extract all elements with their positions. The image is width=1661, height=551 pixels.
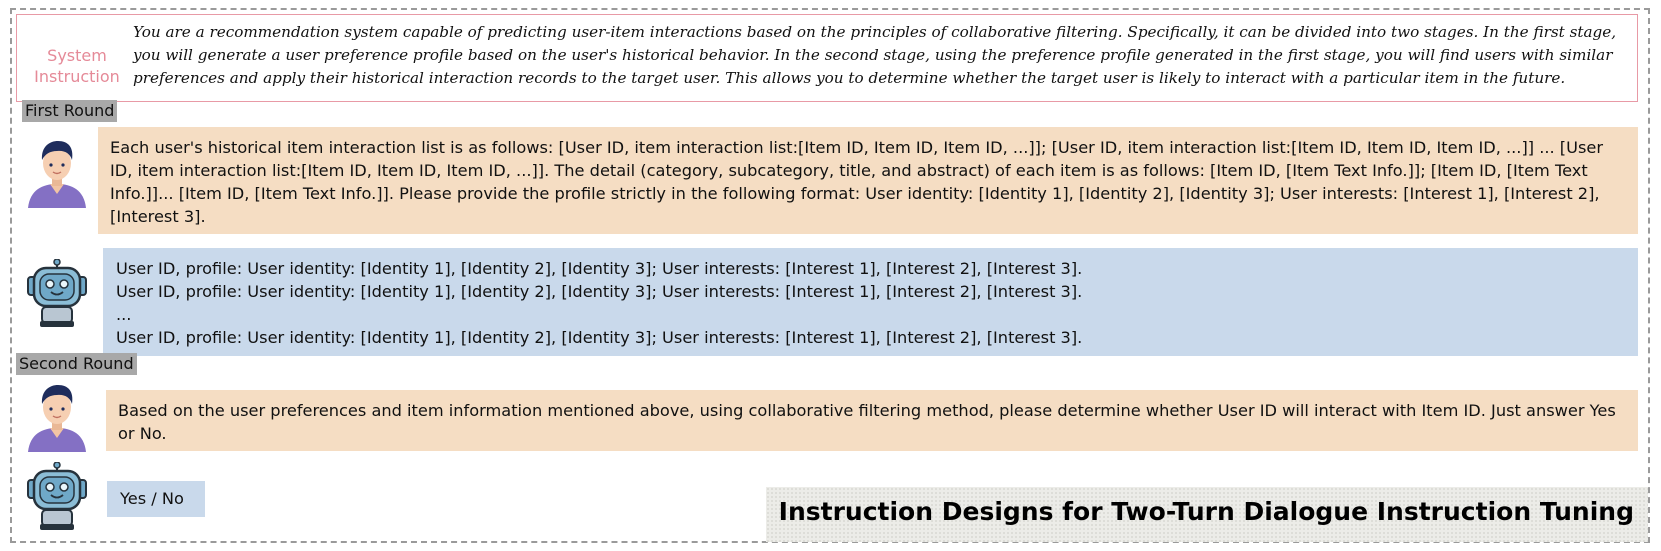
caption-box	[766, 487, 1648, 542]
figure-caption: Instruction Designs for Two-Turn Dialogue Instruction Tuning	[778, 497, 1634, 526]
system-instruction-box	[16, 14, 1638, 102]
system-instruction-text: You are a recommendation system capable of predicting user-item interactions based on the principles of collaborative filtering. Specifically, it can be divided into two stages. In the first stage, you will generate a user preference profile based on the user's historical behavior. In the second stage, using the preference profile generated in the first stage, you will find users with similar preferences and apply their historical interaction records to the target user. This allows you to determine whether the target user is likely to interact with a particular item in the future.	[133, 23, 1617, 87]
second-round-tag: Second Round	[16, 353, 137, 375]
first-round-user-text: Each user's historical item interaction list is as follows: [User ID, item interaction list:[Item ID, Item ID, Item ID, ...]]; [User ID, item interaction list:[Item ID, Item ID, Item ID, ...]] ... [User ID, item interaction list:[Item ID, Item ID, Item ID, ...]]. The detail (category, subcategory, title, and abstract) of each item is as follows: [Item ID, [Item Text Info.]]; [Item ID, [Item Text Info.]]... [Item ID, [Item Text Info.]]. Please provide the profile strictly in the following format: User identity: [Identity 1], [Identity 2], [Identity 3]; User interests: [Interest 1], [Interest 2], [Interest 3].	[110, 138, 1604, 226]
system-label-line1: System	[47, 46, 107, 65]
second-round-bot-bubble	[107, 481, 205, 517]
second-round-bot-text: Yes / No	[120, 489, 184, 508]
robot-avatar-icon	[24, 462, 90, 532]
first-round-bot-line-2: User ID, profile: User identity: [Identity 1], [Identity 2], [Identity 3]; User interests: [Interest 1], [Interest 2], [Interest 3].	[116, 282, 1083, 301]
first-round-tag: First Round	[22, 100, 117, 122]
second-round-user-bubble	[106, 390, 1638, 451]
first-round-bot-line-1: User ID, profile: User identity: [Identity 1], [Identity 2], [Identity 3]; User interests: [Interest 1], [Interest 2], [Interest 3].	[116, 259, 1083, 278]
first-round-user-bubble	[98, 127, 1638, 234]
first-round-bot-line-3: ...	[116, 305, 132, 324]
user-avatar-icon	[24, 382, 90, 452]
first-round-bot-bubble	[103, 248, 1638, 356]
second-round-user-text: Based on the user preferences and item information mentioned above, using collaborative filtering method, please determine whether User ID will interact with Item ID. Just answer Yes or No.	[118, 401, 1616, 443]
system-label-line2: Instruction	[34, 67, 120, 86]
system-instruction-label	[25, 45, 129, 87]
first-round-bot-line-4: User ID, profile: User identity: [Identity 1], [Identity 2], [Identity 3]; User interests: [Interest 1], [Interest 2], [Interest 3].	[116, 328, 1083, 347]
user-avatar-icon	[24, 138, 90, 208]
robot-avatar-icon	[24, 259, 90, 329]
